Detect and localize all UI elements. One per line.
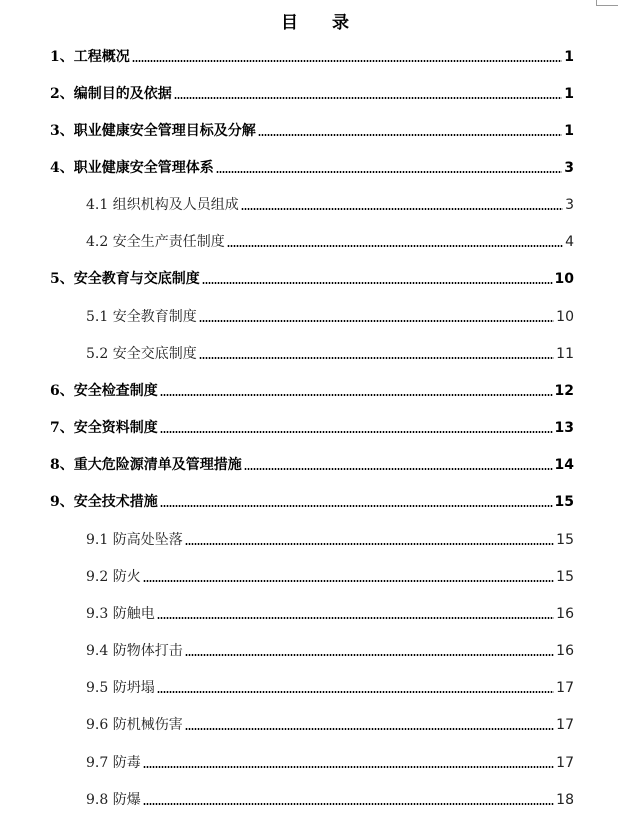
dot-leader [157, 616, 554, 620]
dot-leader [160, 504, 553, 508]
dot-leader [199, 319, 554, 323]
toc-entry[interactable] [0, 40, 630, 66]
toc-entry[interactable] [0, 114, 630, 140]
toc-page-number: 10 [556, 309, 574, 325]
toc-entry-text[interactable]: 9、安全技术措施 [50, 494, 158, 510]
toc-page-number: 17 [556, 755, 574, 771]
toc-page-number: 13 [554, 420, 574, 436]
toc-entry-text[interactable]: 4.2 安全生产责任制度 [86, 234, 225, 250]
page-corner-mark [596, 0, 618, 6]
dot-leader [202, 281, 553, 285]
toc-entry-text[interactable]: 6、安全检查制度 [50, 383, 158, 399]
toc-subentry[interactable] [0, 523, 630, 549]
dot-leader [143, 579, 554, 583]
toc-entry[interactable] [0, 485, 630, 511]
toc-entry-text[interactable]: 5.1 安全教育制度 [86, 309, 197, 325]
toc-page-number: 15 [556, 569, 574, 585]
dot-leader [160, 430, 553, 434]
dot-leader [143, 765, 554, 769]
dot-leader [185, 727, 554, 731]
toc-entry-text[interactable]: 7、安全资料制度 [50, 420, 158, 436]
toc-page-number: 12 [554, 383, 574, 399]
toc-entry-text[interactable]: 9.8 防爆 [86, 792, 141, 808]
toc-entry-text[interactable]: 9.7 防毒 [86, 755, 141, 771]
toc-page-number: 18 [556, 792, 574, 808]
toc-entry[interactable] [0, 262, 630, 288]
dot-leader [143, 802, 554, 806]
toc-subentry[interactable] [0, 188, 630, 214]
toc-page-number: 1 [564, 49, 574, 65]
dot-leader [185, 653, 554, 657]
toc-subentry[interactable] [0, 783, 630, 809]
dot-leader [244, 467, 553, 471]
toc-entry-text[interactable]: 9.4 防物体打击 [86, 643, 183, 659]
toc-page-number: 11 [556, 346, 574, 362]
toc-entry-text[interactable]: 9.1 防高处坠落 [86, 532, 183, 548]
toc-page-number: 10 [554, 271, 574, 287]
toc-page-number: 14 [554, 457, 574, 473]
toc-entry-text[interactable]: 5、安全教育与交底制度 [50, 271, 200, 287]
toc-entry-text[interactable]: 2、编制目的及依据 [50, 86, 172, 102]
toc-page-number: 16 [556, 606, 574, 622]
dot-leader [216, 170, 563, 174]
dot-leader [258, 133, 563, 137]
toc-entry[interactable] [0, 411, 630, 437]
dot-leader [185, 542, 554, 546]
toc-subentry[interactable] [0, 337, 630, 363]
toc-entry-text[interactable]: 5.2 安全交底制度 [86, 346, 197, 362]
toc-subentry[interactable] [0, 708, 630, 734]
dot-leader [227, 244, 563, 248]
toc-subentry[interactable] [0, 597, 630, 623]
dot-leader [132, 59, 563, 63]
toc-subentry[interactable] [0, 225, 630, 251]
toc-entry-text[interactable]: 9.2 防火 [86, 569, 141, 585]
dot-leader [157, 690, 554, 694]
toc-entry-text[interactable]: 1、工程概况 [50, 49, 130, 65]
toc-subentry[interactable] [0, 746, 630, 772]
toc-entry[interactable] [0, 151, 630, 177]
toc-entry-text[interactable]: 9.3 防触电 [86, 606, 155, 622]
toc-entry[interactable] [0, 374, 630, 400]
toc-entry-text[interactable]: 9.5 防坍塌 [86, 680, 155, 696]
toc-page-number: 3 [565, 197, 574, 213]
toc-entry-text[interactable]: 4.1 组织机构及人员组成 [86, 197, 239, 213]
toc-subentry[interactable] [0, 634, 630, 660]
dot-leader [174, 96, 563, 100]
dot-leader [199, 356, 554, 360]
toc-subentry[interactable] [0, 300, 630, 326]
toc-entry[interactable] [0, 77, 630, 103]
page-title: 目 录 [281, 13, 363, 33]
dot-leader [160, 393, 553, 397]
toc-page-number: 15 [556, 532, 574, 548]
toc-subentry[interactable] [0, 560, 630, 586]
toc-page-number: 15 [554, 494, 574, 510]
toc-page-number: 17 [556, 717, 574, 733]
toc-page-number: 17 [556, 680, 574, 696]
toc-entry-text[interactable]: 4、职业健康安全管理体系 [50, 160, 214, 176]
toc-page-number: 1 [564, 86, 574, 102]
dot-leader [241, 207, 563, 211]
toc-entry[interactable] [0, 448, 630, 474]
toc-entry-text[interactable]: 3、职业健康安全管理目标及分解 [50, 123, 256, 139]
toc-page-number: 16 [556, 643, 574, 659]
toc-entry-text[interactable]: 8、重大危险源清单及管理措施 [50, 457, 242, 473]
toc-entry-text[interactable]: 9.6 防机械伤害 [86, 717, 183, 733]
toc-page-number: 1 [564, 123, 574, 139]
toc-subentry[interactable] [0, 671, 630, 697]
toc-page-number: 3 [564, 160, 574, 176]
toc-page-number: 4 [565, 234, 574, 250]
